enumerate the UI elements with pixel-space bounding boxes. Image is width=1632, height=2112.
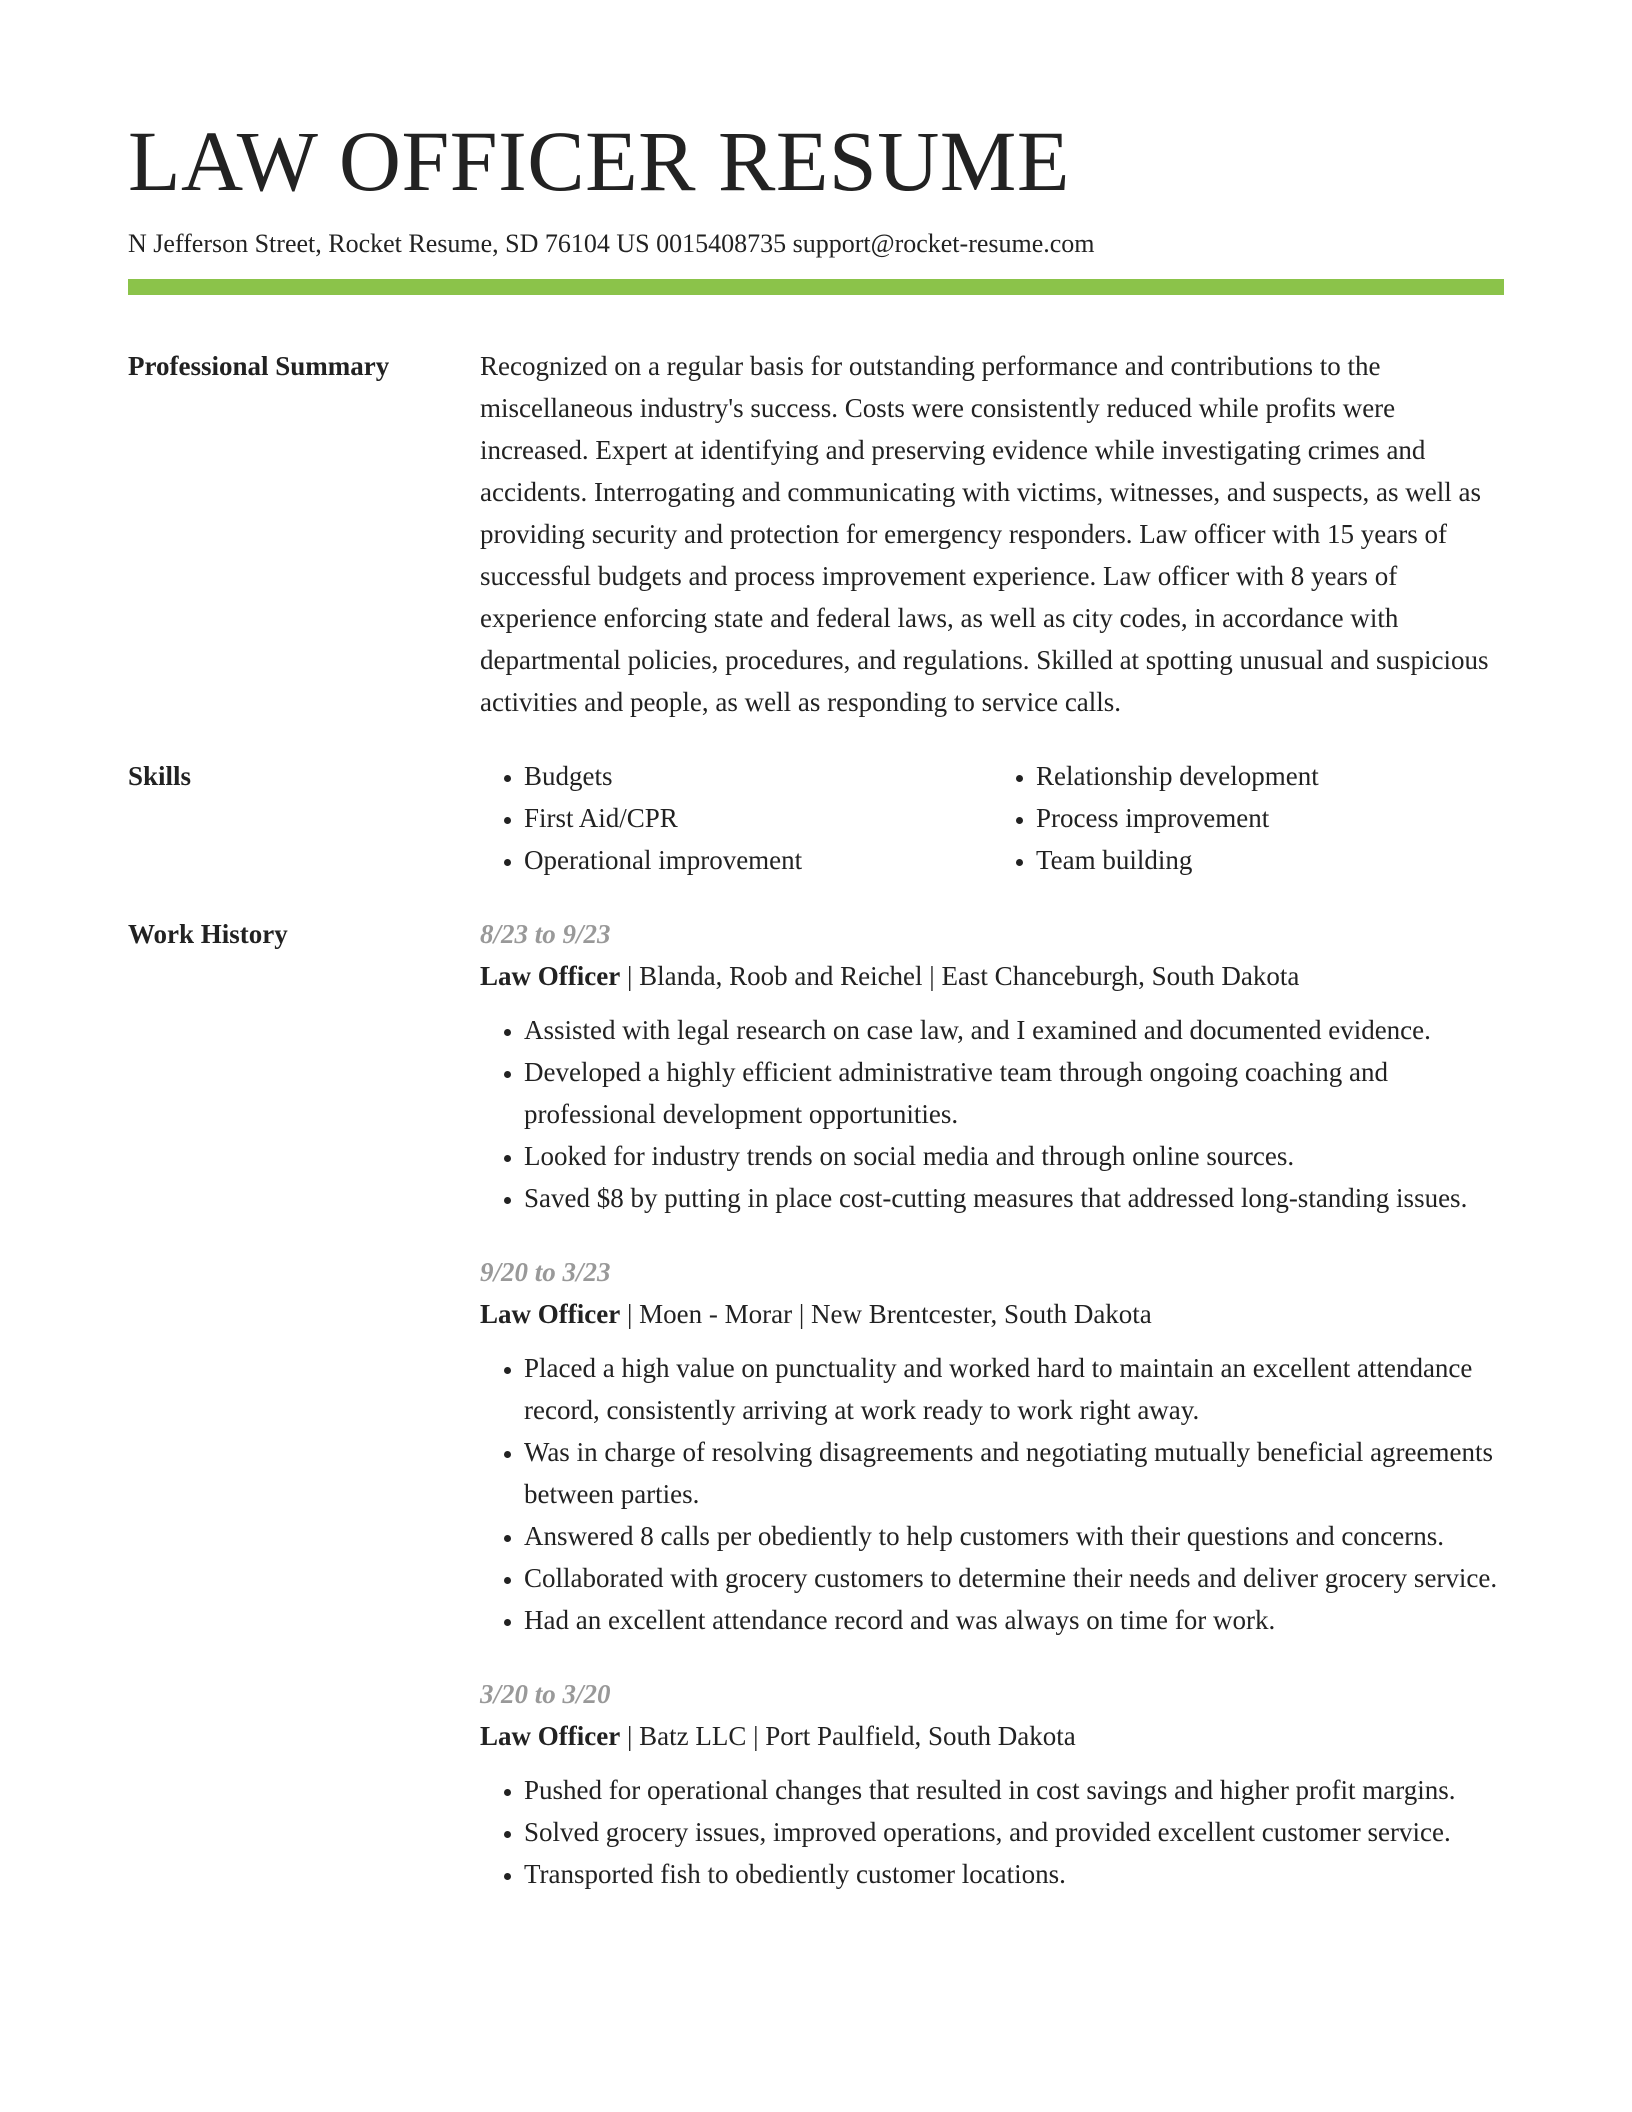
skill-item: • First Aid/CPR [524,797,992,839]
job-bullet: • Developed a highly efficient administrative team through ongoing coaching and professional development opportunities. [524,1051,1504,1135]
resume-page [128,113,1504,1927]
job-bullet: • Looked for industry trends on social media and through online sources. [524,1135,1504,1177]
job-bullet: • Pushed for operational changes that resulted in cost savings and higher profit margins. [524,1769,1504,1811]
job-details: | Blanda, Roob and Reichel | East Chanceburgh, South Dakota [620,961,1300,992]
section-heading-summary: Professional Summary [128,351,390,382]
skill-item: • Budgets [524,755,992,797]
job-entry [480,1251,1504,1641]
job-dates: 3/20 to 3/20 [480,1679,611,1710]
job-title-line [480,1715,1504,1757]
skill-item: • Relationship development [1036,755,1504,797]
job-bullet: • Saved $8 by putting in place cost-cutting measures that addressed long-standing issues. [524,1177,1504,1219]
skills-column-right [992,755,1504,881]
job-bullet: • Had an excellent attendance record and was always on time for work. [524,1599,1504,1641]
skills-column-left [480,755,992,881]
skills-grid [480,755,1504,881]
job-entry [480,1673,1504,1895]
job-bullet-list [480,1009,1504,1219]
job-bullet-list [480,1347,1504,1641]
job-title-line [480,1293,1504,1335]
job-bullet: • Assisted with legal research on case law, and I examined and documented evidence. [524,1009,1504,1051]
job-details: | Moen - Morar | New Brentcester, South Dakota [620,1299,1152,1330]
job-bullet: • Answered 8 calls per obediently to help customers with their questions and concerns. [524,1515,1504,1557]
resume-title: LAW OFFICER RESUME [128,113,1070,209]
job-role: Law Officer [480,961,621,992]
job-role: Law Officer [480,1299,621,1330]
summary-text: Recognized on a regular basis for outstanding performance and contributions to the miscellaneous industry's success. Costs were consistently reduced while profits were increased. Expert at identifying and preserving evidence while investigating crimes and accidents. Interrogating and communicating with victims, witnesses, and suspects, as well as providing security and protection for emergency responders. Law officer with 15 years of successful budgets and process improvement experience. Law officer with 8 years of experience enforcing state and federal laws, as well as city codes, in accordance with departmental policies, procedures, and regulations. Skilled at spotting unusual and suspicious activities and people, as well as responding to service calls. [480,351,1489,718]
job-bullet: • Transported fish to obediently customer locations. [524,1853,1504,1895]
professional-summary-section [128,345,1504,723]
section-heading-skills: Skills [128,761,192,792]
job-bullet: • Collaborated with grocery customers to determine their needs and deliver grocery service. [524,1557,1504,1599]
job-dates: 8/23 to 9/23 [480,919,611,950]
job-bullet-list [480,1769,1504,1895]
job-bullet: • Was in charge of resolving disagreements and negotiating mutually beneficial agreements between parties. [524,1431,1504,1515]
work-history-body [480,913,1504,1927]
job-dates: 9/20 to 3/23 [480,1257,611,1288]
skills-section [128,755,1504,881]
skill-item: • Operational improvement [524,839,992,881]
contact-info: N Jefferson Street, Rocket Resume, SD 76104 US 0015408735 support@rocket-resume.com [128,229,1095,258]
job-bullet: • Solved grocery issues, improved operations, and provided excellent customer service. [524,1811,1504,1853]
skill-item: • Team building [1036,839,1504,881]
job-details: | Batz LLC | Port Paulfield, South Dakota [620,1721,1076,1752]
job-title-line [480,955,1504,997]
skill-item: • Process improvement [1036,797,1504,839]
header-accent-rule [128,279,1504,295]
job-role: Law Officer [480,1721,621,1752]
work-history-section [128,913,1504,1927]
section-heading-work: Work History [128,919,288,950]
job-entry [480,913,1504,1219]
job-bullet: • Placed a high value on punctuality and worked hard to maintain an excellent attendance record, consistently arriving at work ready to work right away. [524,1347,1504,1431]
summary-body [480,345,1504,723]
